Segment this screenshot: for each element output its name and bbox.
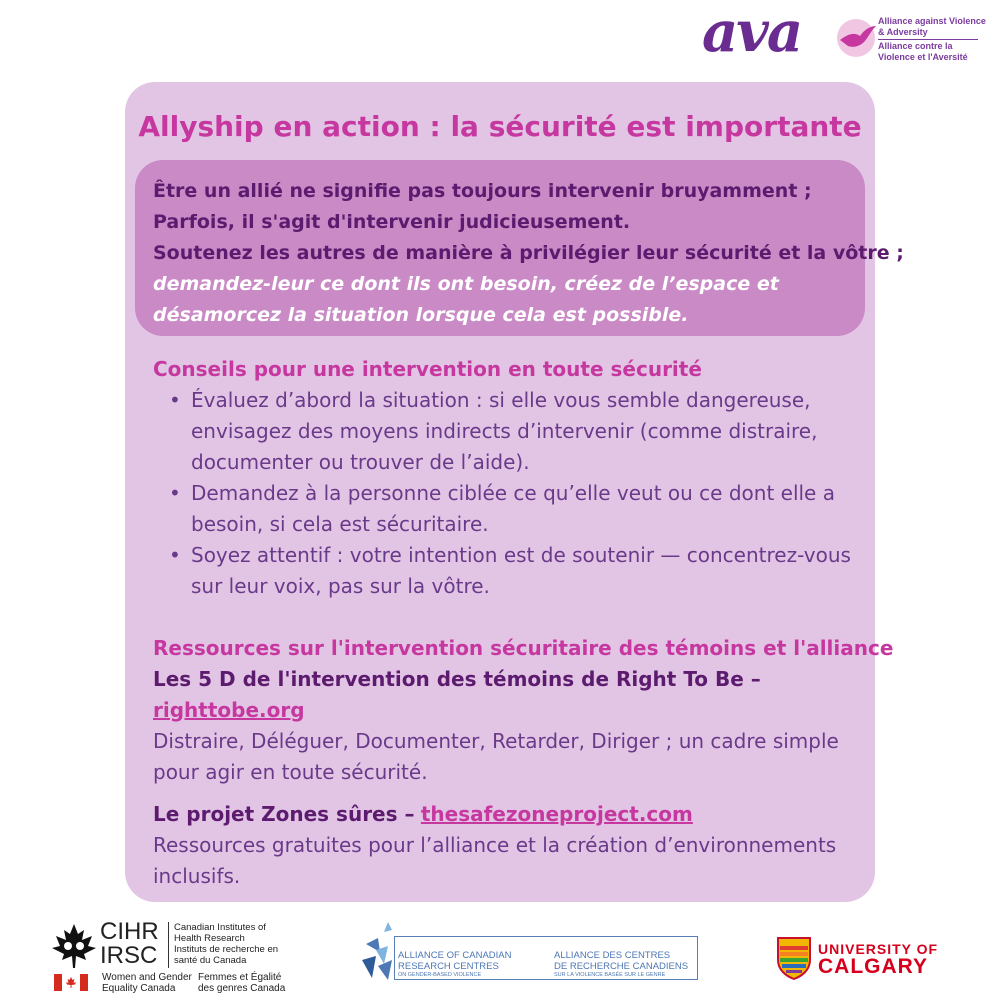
cihr-abbreviation [100,920,159,968]
callout-line-5: désamorcez la situation lorsque cela est possible. [153,304,689,326]
ava-name-fr: Alliance contre la Violence et l'Aversité [878,41,968,62]
ucalgary-logo [776,936,946,982]
resource-title: Les 5 D de l'intervention des témoins de Right To Be – [153,667,761,691]
ava-logo [702,0,987,70]
resource-title: Le projet Zones sûres – [153,802,415,826]
cihr-logo [50,918,290,996]
acrc-name-en [398,950,548,979]
cihr-abbr-text: CIHR [100,918,159,945]
callout-line-1: Être un allié ne signifie pas toujours intervenir bruyamment ; [153,180,812,202]
resource-description: Distraire, Déléguer, Documenter, Retarder, Diriger ; un cadre simple pour agir en toute sécurité. [153,729,839,784]
ava-name-divider [878,39,978,40]
callout-line-4: demandez-leur ce dont ils ont besoin, créez de l’espace et [153,273,779,295]
cihr-name-en: Canadian Institutes of Health Research [174,922,266,944]
wage-name-fr: Femmes et Égalité des genres Canada [198,972,286,994]
cihr-names [174,922,294,966]
callout-line-2: Parfois, il s'agit d'intervenir judicieusement. [153,211,631,233]
wage-name-en: Women and Gender Equality Canada [102,972,192,994]
acrc-en-line1: ALLIANCE OF CANADIAN [398,950,512,961]
acrc-en-line2: RESEARCH CENTRES [398,961,499,972]
ava-wordmark: ava [702,0,802,65]
acrc-en-sub: ON GENDER-BASED VIOLENCE [398,972,482,978]
ava-name-en: Alliance against Violence & Adversity [878,16,986,37]
acrc-fr-sub: SUR LA VIOLENCE BASÉE SUR LE GENRE [554,972,666,978]
bullet-icon: • [169,481,181,505]
cihr-name-fr: Instituts de recherche en santé du Canada [174,944,279,966]
cihr-divider [168,922,169,968]
acrc-logo [358,920,700,986]
safezone-link[interactable]: thesafezoneproject.com [420,802,693,826]
ucalgary-bottom: CALGARY [818,955,929,978]
acrc-name-fr [554,950,704,979]
tips-list [153,385,853,602]
tip-text: Demandez à la personne ciblée ce qu’elle veut ou ce dont elle a besoin, si cela est sécuritaire. [191,481,835,536]
tip-text: Évaluez d’abord la situation : si elle vous semble dangereuse, envisagez des moyens indirects d’intervenir (comme distraire, documenter ou trouver de l’aide). [191,388,818,474]
acrc-emblem-icon [358,920,398,982]
maple-leaf-icon [50,922,98,970]
tips-heading: Conseils pour une intervention en toute sécurité [153,357,702,381]
resource-item-safezone [153,799,853,892]
tip-text: Soyez attentif : votre intention est de soutenir — concentrez-vous sur leur voix, pas sur la vôtre. [191,543,851,598]
callout-line-3: Soutenez les autres de manière à privilégier leur sécurité et la vôtre ; [153,242,904,264]
list-item [153,478,853,540]
righttobe-link[interactable]: righttobe.org [153,698,305,722]
irsc-abbr-text: IRSC [100,942,158,969]
page-title: Allyship en action : la sécurité est importante [138,110,862,143]
resource-item-righttobe [153,664,853,788]
acrc-fr-line2: DE RECHERCHE CANADIENS [554,961,689,972]
resource-description: Ressources gratuites pour l’alliance et la création d’environnements inclusifs. [153,833,837,888]
acrc-fr-line1: ALLIANCE DES CENTRES [554,950,671,961]
list-item [153,540,853,602]
bullet-icon: • [169,388,181,412]
ucalgary-top: UNIVERSITY OF [818,941,939,957]
callout-text [153,176,904,331]
resources-heading: Ressources sur l'intervention sécuritaire des témoins et l'alliance [153,636,894,660]
list-item [153,385,853,478]
bird-icon [834,16,878,60]
bullet-icon: • [169,543,181,567]
ava-org-names [878,16,988,63]
ucalgary-wordmark [818,940,938,976]
shield-icon [776,936,812,980]
canada-flag-icon [54,974,88,991]
